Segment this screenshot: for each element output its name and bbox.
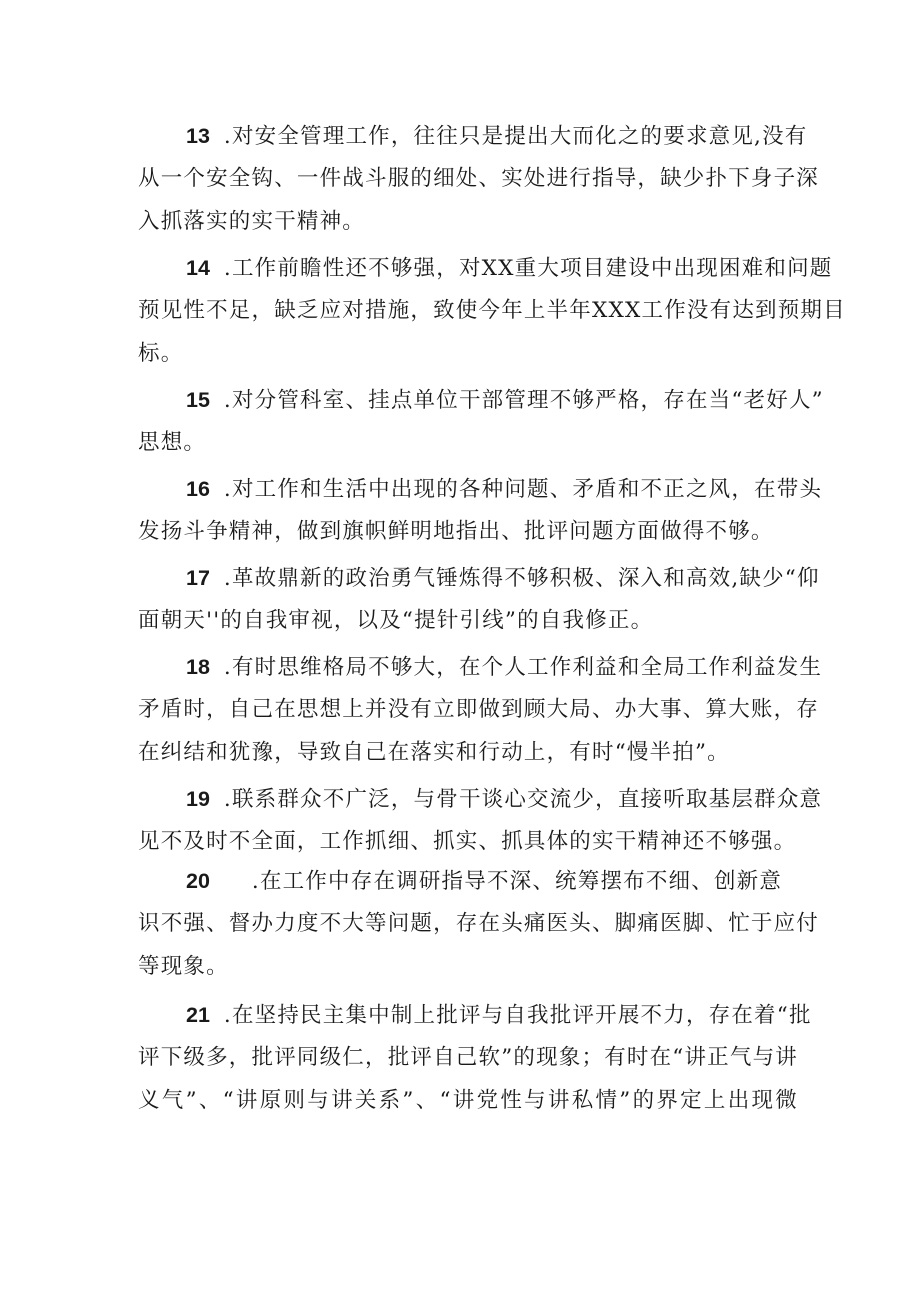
item-number: 14 bbox=[186, 256, 210, 280]
item-13-line-3: 入抓落实的实干精神。 bbox=[138, 209, 366, 234]
item-text: .工作前瞻性还不够强，对XX重大项目建设中出现困难和问题 bbox=[223, 256, 833, 281]
item-number: 21 bbox=[186, 1003, 210, 1027]
item-number: 19 bbox=[186, 787, 210, 811]
item-text: .对安全管理工作，往往只是提出大而化之的要求意见,没有 bbox=[223, 124, 808, 149]
item-17-first-line bbox=[186, 563, 820, 593]
item-21-line-2: 评下级多，批评同级仁，批评自己软”的现象；有时在“讲正气与讲 bbox=[138, 1045, 798, 1070]
item-19-line-2: 见不及时不全面，工作抓细、抓实、抓具体的实干精神还不够强。 bbox=[138, 829, 797, 854]
item-15-first-line bbox=[186, 385, 824, 415]
item-21-first-line bbox=[186, 1000, 812, 1030]
item-16-first-line bbox=[186, 474, 823, 504]
item-text: .联系群众不广泛，与骨干谈心交流少，直接听取基层群众意 bbox=[223, 787, 823, 812]
item-13-first-line bbox=[186, 121, 808, 151]
item-18-line-2: 矛盾时，自己在思想上并没有立即做到顾大局、办大事、算大账，存 bbox=[138, 697, 820, 722]
item-number: 15 bbox=[186, 388, 210, 412]
item-number: 17 bbox=[186, 566, 210, 590]
item-number: 16 bbox=[186, 477, 210, 501]
item-21-line-3: 义气”、“讲原则与讲关系”、“讲党性与讲私情”的界定上出现微 bbox=[138, 1088, 798, 1113]
item-18-first-line bbox=[186, 652, 823, 682]
item-14-line-3: 标。 bbox=[138, 341, 184, 366]
item-19-first-line bbox=[186, 784, 823, 814]
item-14-line-2: 预见性不足，缺乏应对措施，致使今年上半年XXX工作没有达到预期目 bbox=[138, 298, 846, 323]
item-18-line-3: 在纠结和犹豫，导致自己在落实和行动上，有时“慢半拍”。 bbox=[138, 740, 730, 765]
item-number: 20 bbox=[186, 869, 210, 893]
item-number: 13 bbox=[186, 124, 210, 148]
item-17-line-2: 面朝天''的自我审视，以及“提针引线”的自我修正。 bbox=[138, 608, 654, 633]
item-15-line-2: 思想。 bbox=[138, 430, 207, 455]
item-20-line-2: 识不强、督办力度不大等问题，存在头痛医头、脚痛医脚、忙于应付 bbox=[138, 911, 820, 936]
item-20-first-line bbox=[186, 866, 798, 896]
item-text: .在坚持民主集中制上批评与自我批评开展不力，存在着“批 bbox=[223, 1003, 812, 1028]
item-number: 18 bbox=[186, 655, 210, 679]
item-14-first-line bbox=[186, 253, 833, 283]
item-text: .在工作中存在调研指导不深、统筹摆布不细、创新意 bbox=[251, 869, 783, 894]
item-16-line-2: 发扬斗争精神，做到旗帜鲜明地指出、批评问题方面做得不够。 bbox=[138, 519, 774, 544]
item-20-line-3: 等现象。 bbox=[138, 954, 229, 979]
item-text: .对分管科室、挂点单位干部管理不够严格，存在当“老好人” bbox=[223, 388, 824, 413]
item-text: .有时思维格局不够大，在个人工作利益和全局工作利益发生 bbox=[223, 655, 823, 680]
item-text: .对工作和生活中出现的各种问题、矛盾和不正之风，在带头 bbox=[223, 477, 823, 502]
item-13-line-2: 从一个安全钩、一件战斗服的细处、实处进行指导，缺少扑下身子深 bbox=[138, 166, 820, 191]
item-text: .革故鼎新的政治勇气锤炼得不够积极、深入和高效,缺少“仰 bbox=[223, 566, 820, 591]
